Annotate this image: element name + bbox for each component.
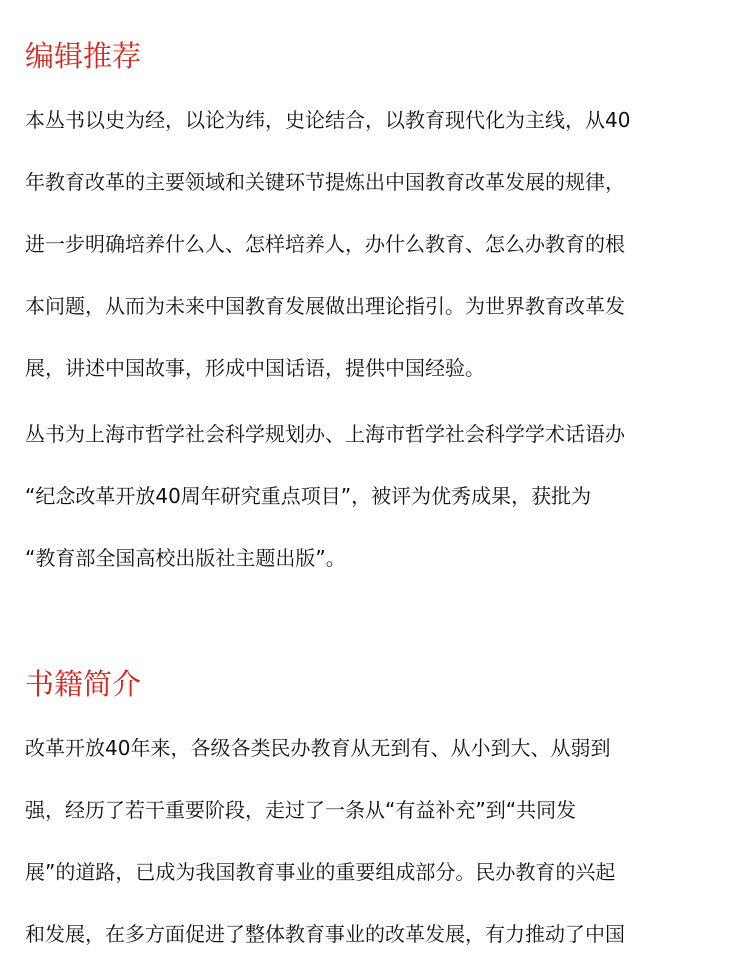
book-intro-section: [25, 0, 715, 966]
paragraph-line: 展”的道路，已成为我国教育事业的重要组成部分。民办教育的兴起: [25, 860, 616, 884]
paragraph-line: 展，讲述中国故事，形成中国话语，提供中国经验。: [25, 356, 485, 380]
paragraph-line: “纪念改革开放40周年研究重点项目”，被评为优秀成果，获批为: [25, 484, 592, 508]
paragraph-line: 本丛书以史为经，以论为纬，史论结合，以教育现代化为主线，从40: [25, 108, 631, 132]
paragraph-line: “教育部全国高校出版社主题出版”。: [25, 546, 346, 570]
paragraph-line: 改革开放40年来，各级各类民办教育从无到有、从小到大、从弱到: [25, 736, 611, 760]
paragraph-line: 和发展，在多方面促进了整体教育事业的改革发展，有力推动了中国: [25, 922, 625, 946]
paragraph-line: 进一步明确培养什么人、怎样培养人，办什么教育、怎么办教育的根: [25, 232, 625, 256]
paragraph-line: 丛书为上海市哲学社会科学规划办、上海市哲学社会科学学术话语办: [25, 422, 625, 446]
paragraph-line: 年教育改革的主要领域和关键环节提炼出中国教育改革发展的规律，: [25, 170, 625, 194]
paragraph-line: 强，经历了若干重要阶段，走过了一条从“有益补充”到“共同发: [25, 798, 577, 822]
paragraph-line: 本问题，从而为未来中国教育发展做出理论指引。为世界教育改革发: [25, 294, 625, 318]
book-intro-heading: 书籍简介: [25, 667, 142, 701]
editor-recommendation-heading: 编辑推荐: [25, 39, 142, 73]
